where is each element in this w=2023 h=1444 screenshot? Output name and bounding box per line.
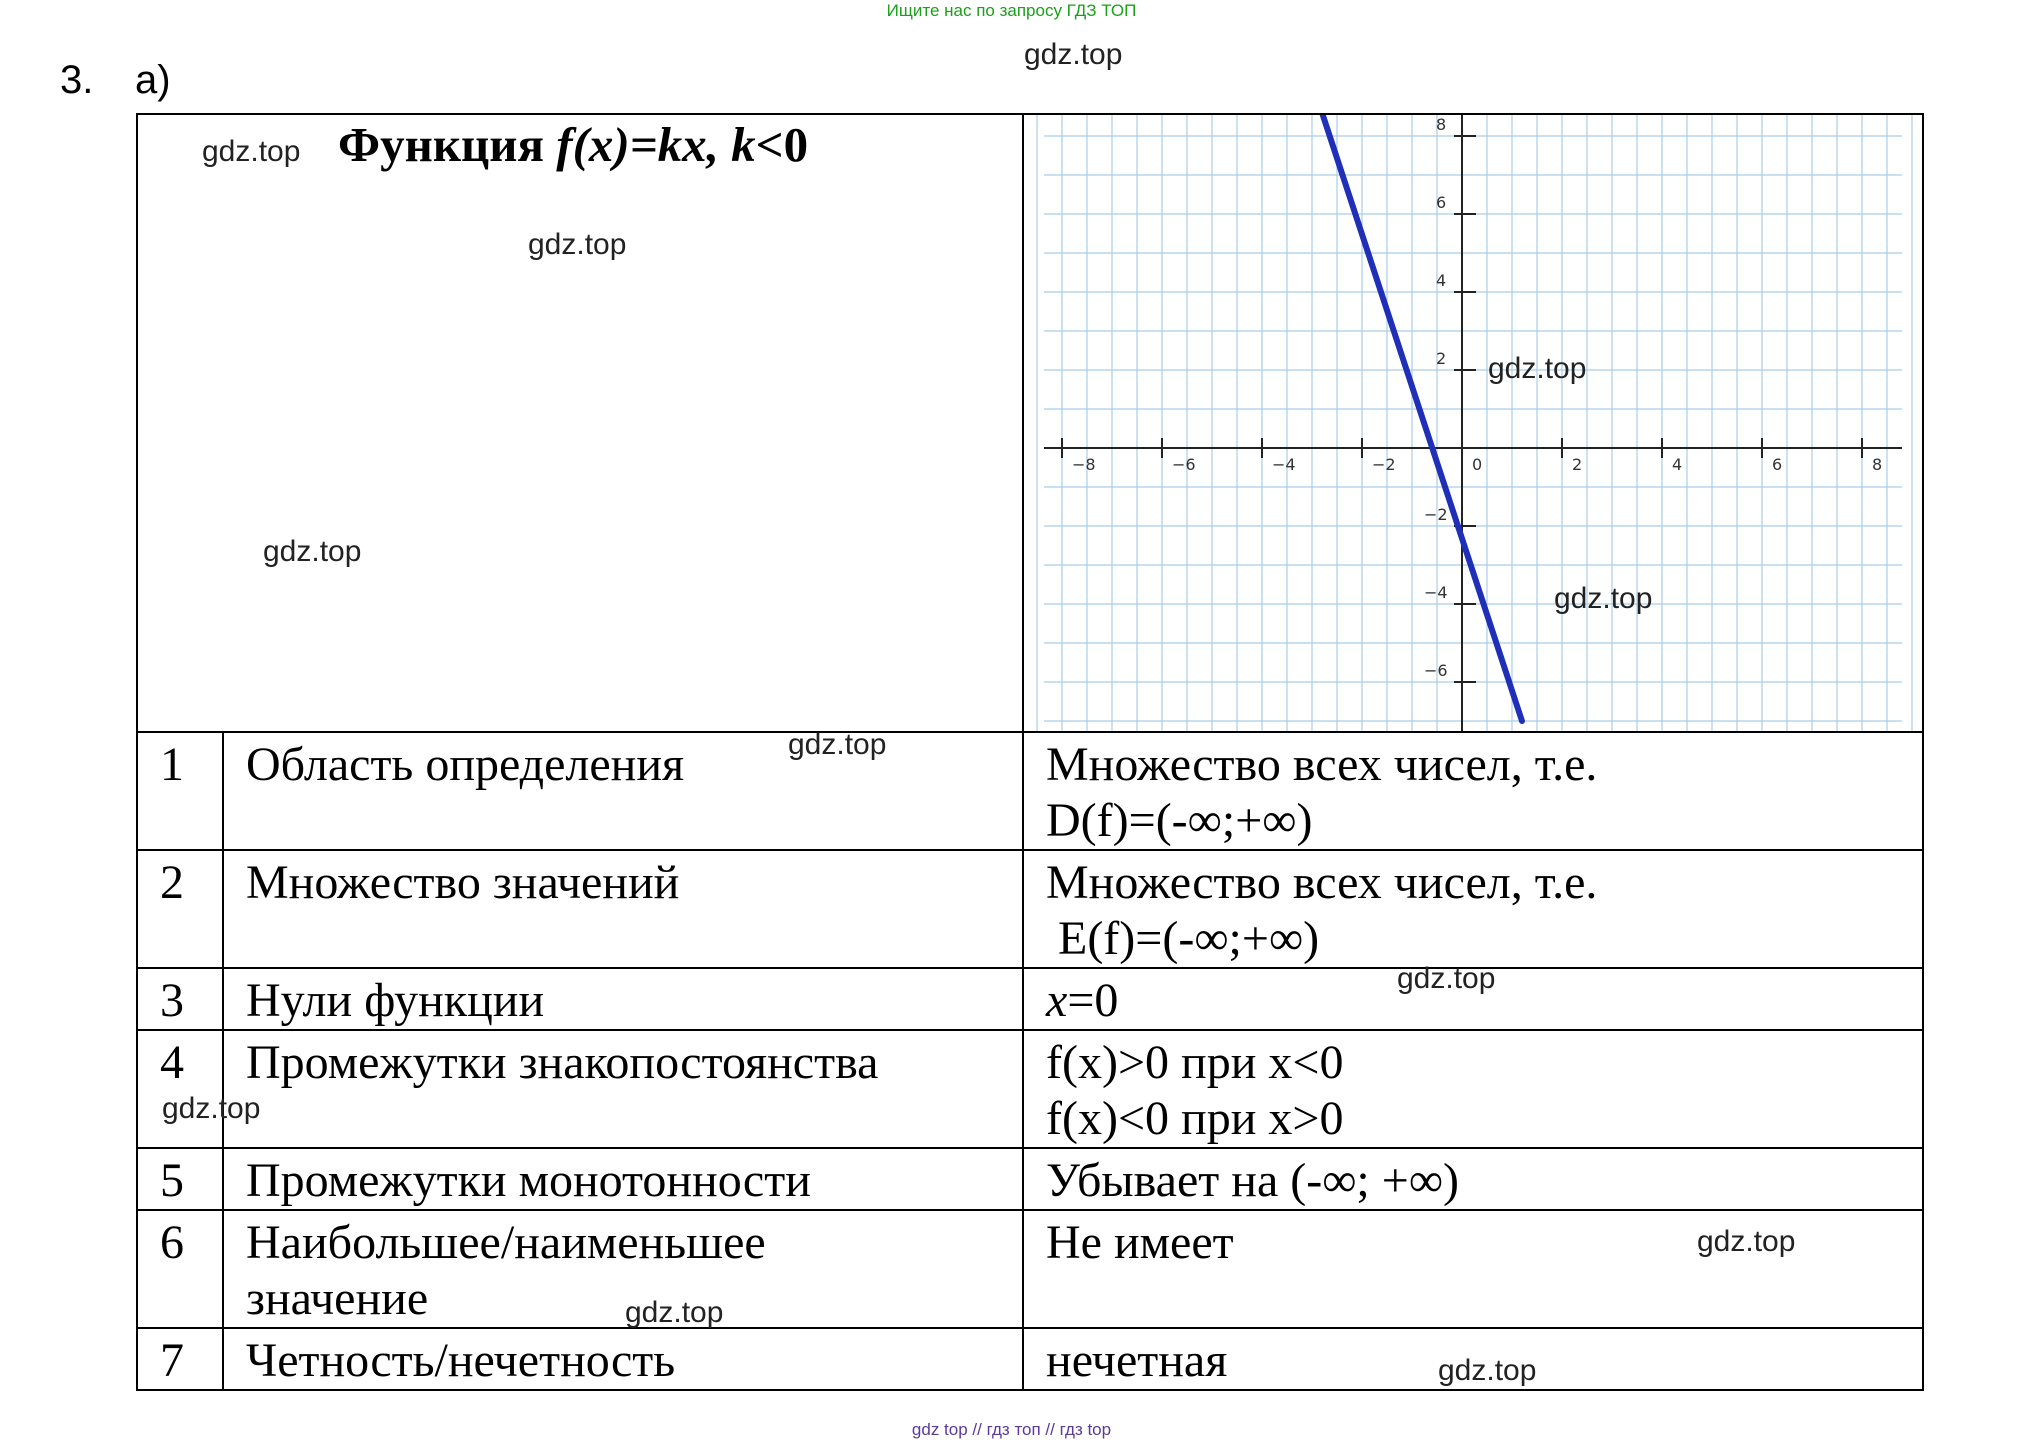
watermark: gdz.top (1697, 1225, 1796, 1258)
table-row (137, 1148, 1923, 1210)
row-value: f(x)>0 при x<0 f(x)<0 при x>0 (1023, 1030, 1923, 1148)
row-number: 7 (137, 1328, 223, 1390)
watermark: gdz.top (263, 535, 362, 568)
row-value: Множество всех чисел, т.е. E(f)=(-∞;+∞) (1023, 850, 1923, 968)
row-number: 6 (137, 1210, 223, 1328)
watermark: gdz.top (202, 135, 301, 168)
y-tick-label: 8 (1436, 115, 1447, 134)
footer: gdz top // гдз топ // гдз top (911, 1420, 1112, 1439)
table-row (137, 850, 1923, 968)
row-number: 4 (137, 1030, 223, 1148)
x-tick-label: 6 (1772, 455, 1783, 474)
row-label: Промежутки монотонности (223, 1148, 1023, 1210)
row-value: x=0 (1023, 968, 1923, 1030)
function-graph (1024, 115, 1922, 731)
table-row (137, 1210, 1923, 1328)
function-line (1322, 115, 1522, 721)
watermark: gdz.top (1438, 1354, 1537, 1387)
row-label: Область определения (223, 732, 1023, 850)
row-value: нечетная (1023, 1328, 1923, 1390)
watermark: gdz.top (162, 1092, 261, 1125)
function-title: Функция f(x)=kx, k<0 (338, 117, 809, 172)
watermark: gdz.top (1554, 582, 1653, 615)
x-tick-label: −2 (1372, 455, 1396, 474)
row-label: Промежутки знакопостоянства (223, 1030, 1023, 1148)
y-tick-label: −2 (1424, 505, 1448, 524)
header-row (137, 114, 1923, 732)
x-tick-label: 0 (1472, 455, 1483, 474)
row-label: Нули функции (223, 968, 1023, 1030)
row-label: Множество значений (223, 850, 1023, 968)
row-number: 3 (137, 968, 223, 1030)
y-tick-label: −6 (1424, 661, 1448, 680)
x-tick-label: −8 (1072, 455, 1096, 474)
function-properties-table (136, 113, 1924, 1391)
watermark: gdz.top (1488, 352, 1587, 385)
x-tick-label: −6 (1172, 455, 1196, 474)
y-tick-label: 4 (1436, 271, 1447, 290)
row-number: 2 (137, 850, 223, 968)
y-tick-label: 6 (1436, 193, 1447, 212)
title-cell (137, 114, 1023, 732)
x-tick-label: −4 (1272, 455, 1296, 474)
problem-number: 3. (60, 58, 94, 102)
x-tick-label: 2 (1572, 455, 1583, 474)
row-label: Четность/нечетность (223, 1328, 1023, 1390)
problem-letter: а) (135, 58, 171, 102)
table-row (137, 968, 1923, 1030)
table-row (137, 1328, 1923, 1390)
watermark: gdz.top (788, 728, 887, 761)
row-number: 1 (137, 732, 223, 850)
watermark: gdz.top (625, 1296, 724, 1329)
row-number: 5 (137, 1148, 223, 1210)
x-tick-label: 8 (1872, 455, 1883, 474)
table-row (137, 1030, 1923, 1148)
top-banner: Ищите нас по запросу ГДЗ ТОП (886, 1, 1137, 20)
table-row (137, 732, 1923, 850)
graph-cell (1023, 114, 1923, 732)
row-value: Множество всех чисел, т.е. D(f)=(-∞;+∞) (1023, 732, 1923, 850)
row-label: Наибольшее/наименьшее значение (223, 1210, 1023, 1328)
y-tick-label: 2 (1436, 349, 1447, 368)
row-value: Не имеет (1023, 1210, 1923, 1328)
watermark: gdz.top (528, 228, 627, 261)
x-tick-label: 4 (1672, 455, 1683, 474)
watermark: gdz.top (1397, 962, 1496, 995)
watermark: gdz.top (1024, 38, 1123, 71)
y-tick-label: −4 (1424, 583, 1448, 602)
row-value: Убывает на (-∞; +∞) (1023, 1148, 1923, 1210)
